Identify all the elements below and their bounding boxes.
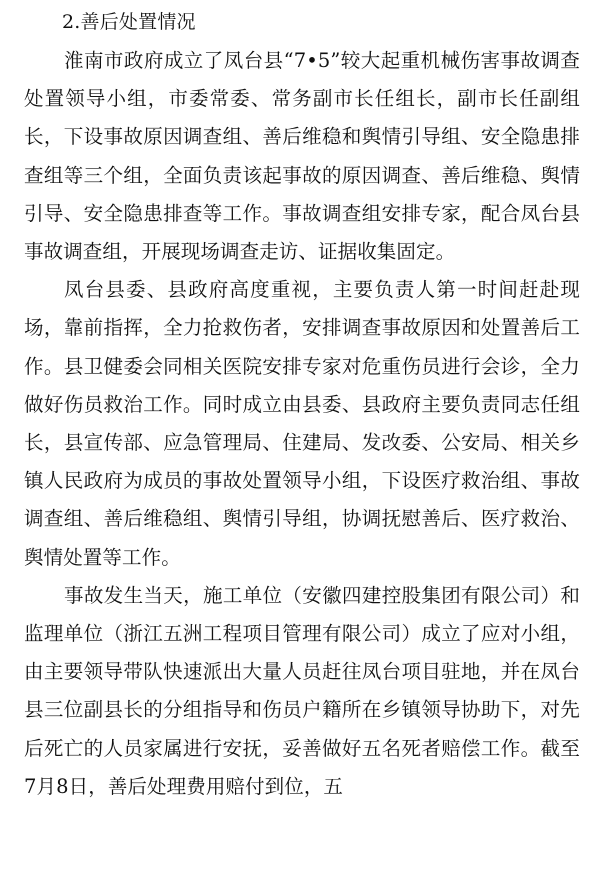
paragraph-1: 淮南市政府成立了凤台县“7•5”较大起重机械伤害事故调查处置领导小组，市委常委、常务副市长任组长，副市长任副组长，下设事故原因调查组、善后维稳和舆情引导组、安全隐患排查组等三个组，全面负责该起事故的原因调查、善后维稳、舆情引导、安全隐患排查等工作。事故调查组安排专家，配合凤台县事故调查组，开展现场调查走访、证据收集固定。 xyxy=(24,49,580,264)
paragraph-2: 凤台县委、县政府高度重视，主要负责人第一时间赶赴现场，靠前指挥，全力抢救伤者，安排调查事故原因和处置善后工作。县卫健委会同相关医院安排专家对危重伤员进行会诊，全力做好伤员救治工作。同时成立由县委、县政府主要负责同志任组长，县宣传部、应急管理局、住建局、发改委、公安局、相关乡镇人民政府为成员的事故处置领导小组，下设医疗救治组、事故调查组、善后维稳组、舆情引导组，协调抚慰善后、医疗救治、舆情处置等工作。 xyxy=(24,278,580,569)
section-heading: 2.善后处置情况 xyxy=(62,11,196,33)
paragraph-3: 事故发生当天，施工单位（安徽四建控股集团有限公司）和监理单位（浙江五洲工程项目管理有限公司）成立了应对小组，由主要领导带队快速派出大量人员赶往凤台项目驻地，并在凤台县三位副县长的分组指导和伤员户籍所在乡镇领导协助下，对先后死亡的人员家属进行安抚，妥善做好五名死者赔偿工作。截至7月8日，善后处理费用赔付到位，五 xyxy=(24,583,580,798)
